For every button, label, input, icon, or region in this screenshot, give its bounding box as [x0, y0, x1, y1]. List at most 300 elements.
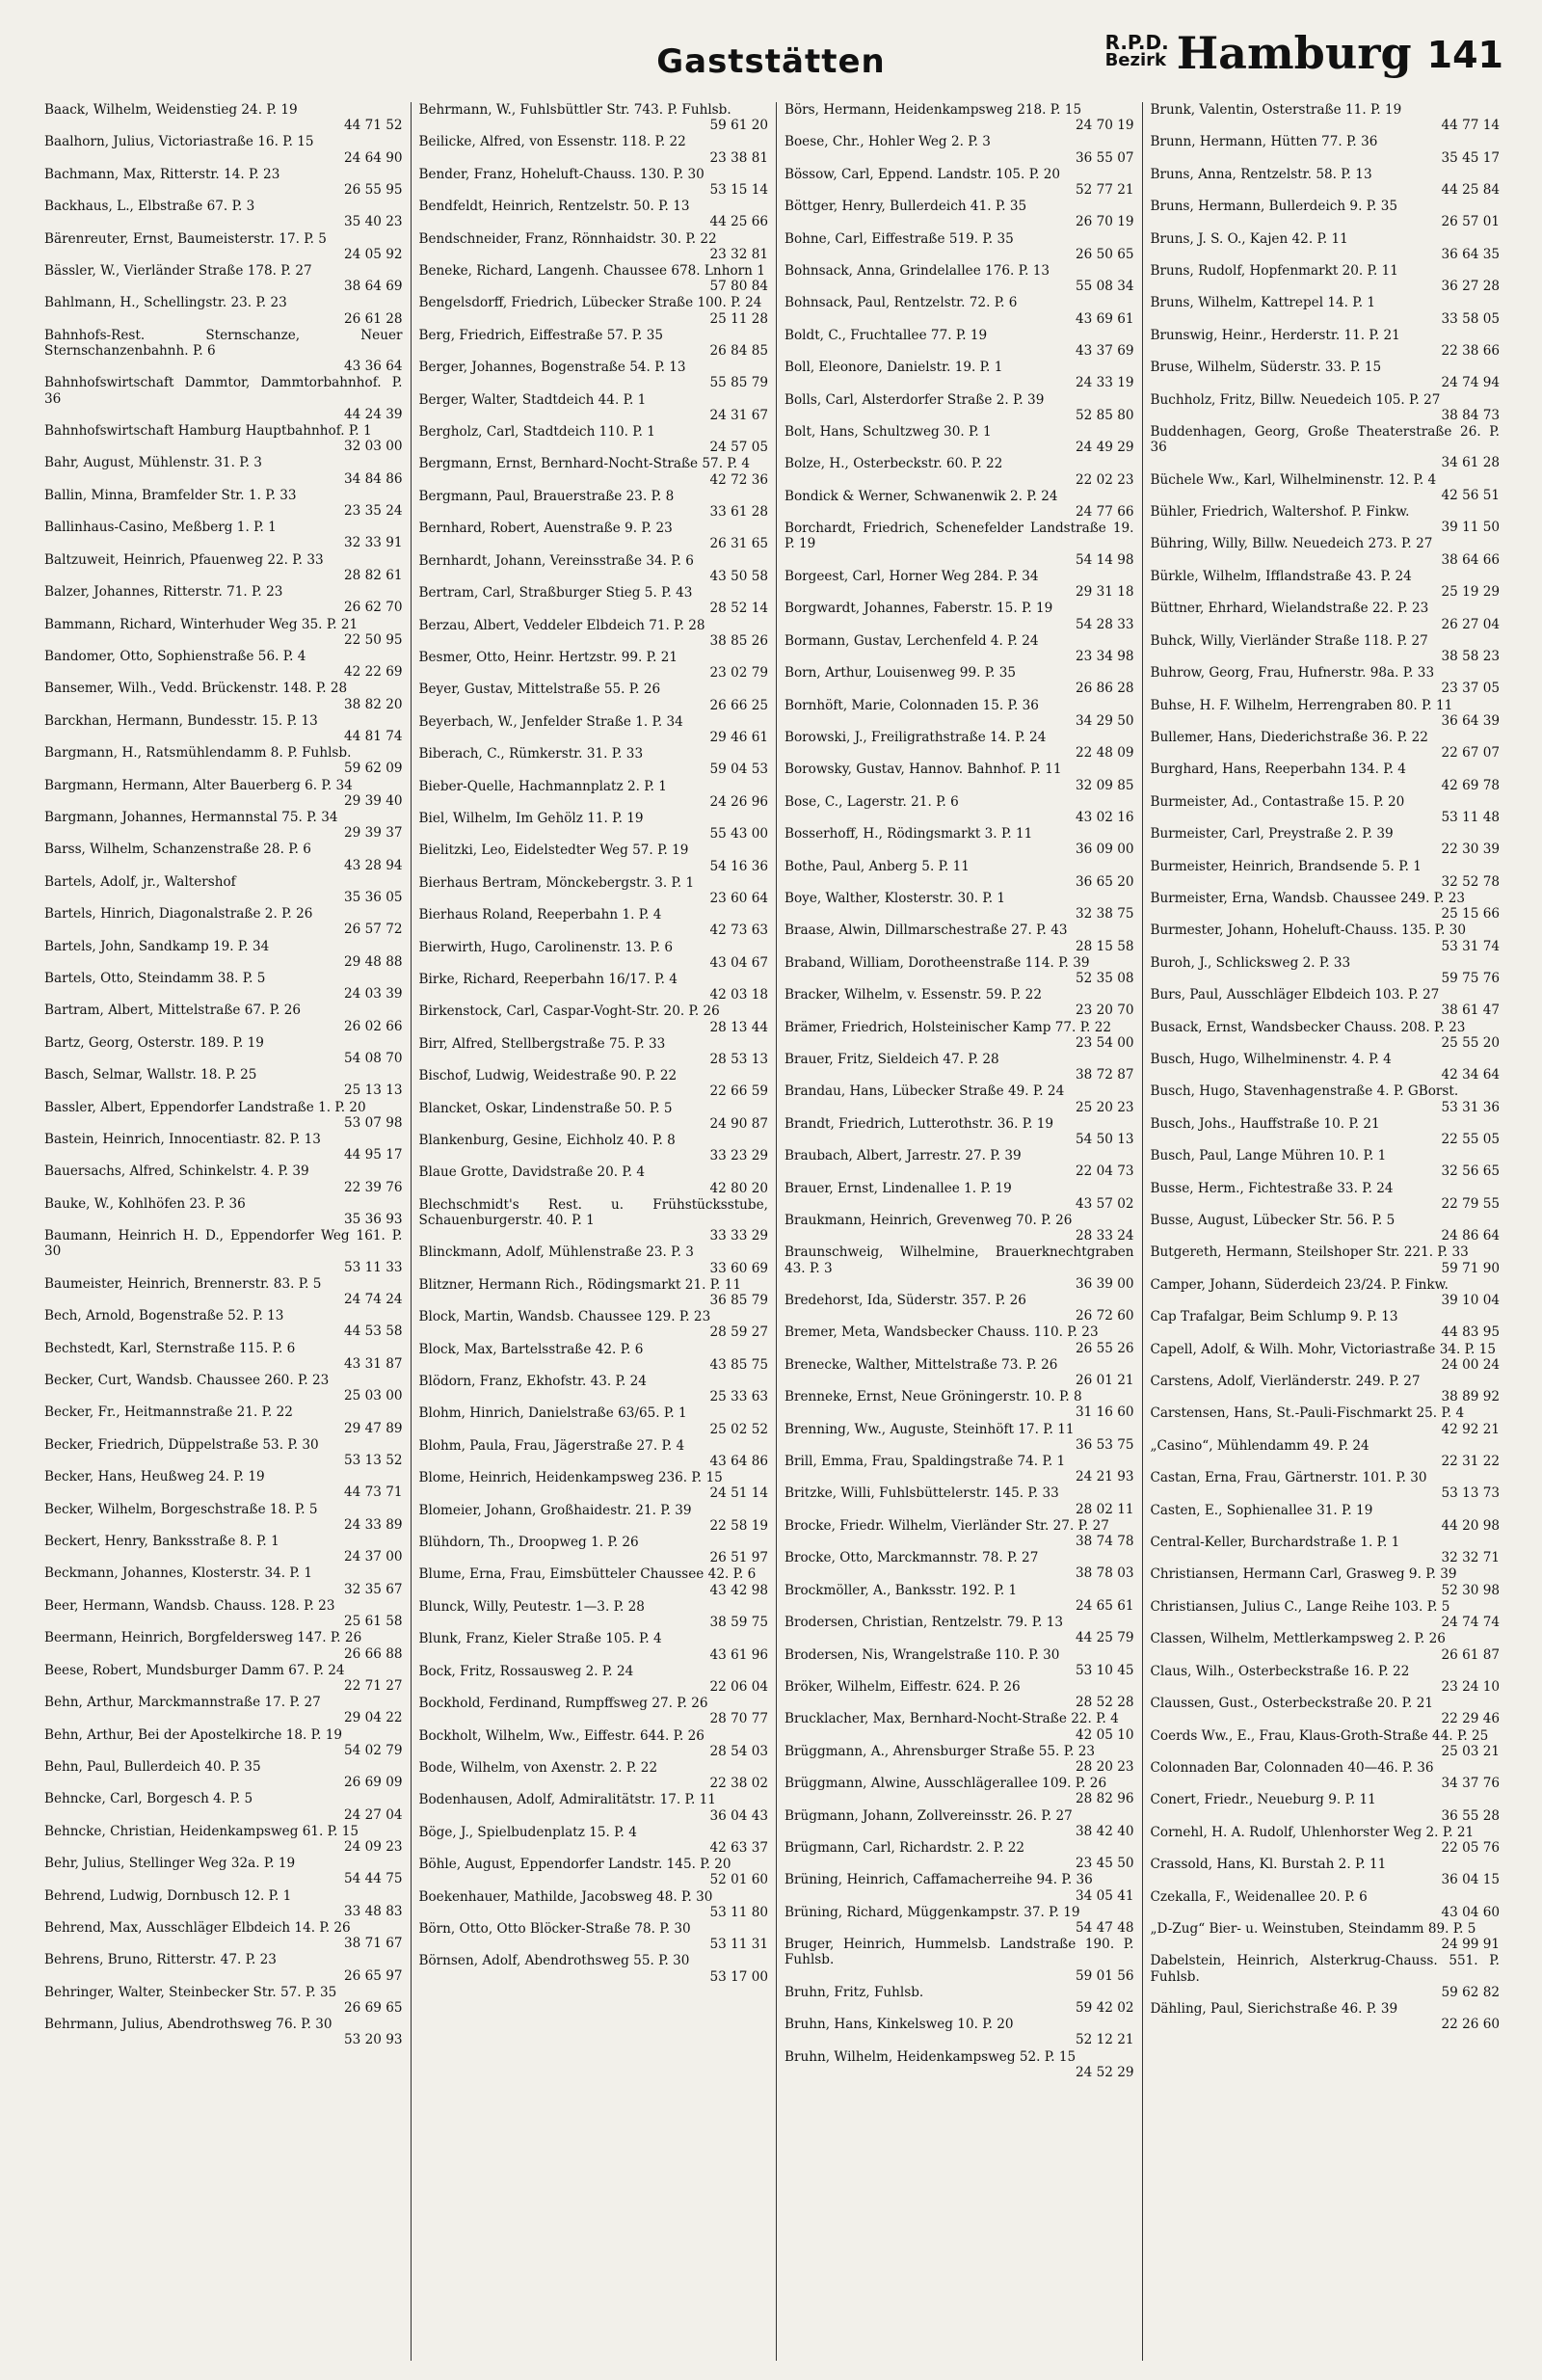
entry-text: Brüggmann, A., Ahrensburger Straße 55. P. 23 [784, 1743, 1096, 1759]
listing-entry [44, 939, 403, 970]
listing-entry [44, 455, 403, 486]
entry-text: Buddenhagen, Georg, Große Theaterstraße 26. P. 36 [1150, 424, 1500, 456]
entry-text: Carstens, Adolf, Vierländerstr. 249. P. 27 [1150, 1374, 1421, 1390]
entry-phone: 24 21 93 [1075, 1469, 1134, 1485]
entry-text: Bahnhofswirtschaft Hamburg Hauptbahnhof. P. 1 [44, 423, 372, 440]
entry-text: Boldt, C., Fruchtallee 77. P. 19 [784, 327, 988, 343]
entry-phone: 38 64 69 [343, 279, 403, 295]
listing-entry [419, 779, 769, 810]
entry-phone: 38 64 66 [1441, 551, 1500, 568]
entry-text: Bachmann, Max, Ritterstr. 14. P. 23 [44, 166, 280, 182]
listing-entry [44, 1163, 403, 1194]
entry-text: Bergholz, Carl, Stadtdeich 110. P. 1 [418, 424, 655, 441]
entry-phone: 44 53 58 [343, 1324, 403, 1340]
listing-entry [1151, 1953, 1501, 2000]
entry-phone: 29 46 61 [709, 729, 768, 745]
listing-entry [44, 552, 403, 583]
entry-text: Büchele Ww., Karl, Wilhelminenstr. 12. P. 4 [1150, 471, 1437, 488]
entry-text: Boese, Chr., Hohler Weg 2. P. 3 [784, 134, 991, 150]
entry-phone: 59 04 53 [709, 762, 768, 778]
entry-text: Block, Martin, Wandsb. Chaussee 129. P. 23 [418, 1309, 711, 1325]
entry-phone: 55 85 79 [709, 375, 768, 391]
entry-text: Bolze, H., Osterbeckstr. 60. P. 22 [784, 456, 1003, 472]
entry-text: Bosserhoff, H., Rödingsmarkt 3. P. 11 [784, 826, 1033, 842]
entry-text: Becker, Hans, Heußweg 24. P. 19 [44, 1469, 265, 1485]
entry-text: Blohm, Hinrich, Danielstraße 63/65. P. 1 [418, 1405, 687, 1422]
listing-entry [784, 826, 1134, 857]
entry-phone: 26 01 21 [1075, 1373, 1134, 1389]
listing-entry [784, 923, 1134, 953]
entry-text: Büttner, Ehrhard, Wielandstraße 22. P. 23 [1150, 601, 1429, 617]
listing-entry [784, 1244, 1134, 1292]
listing-entry [44, 1100, 403, 1131]
listing-entry [419, 714, 769, 745]
listing-entry [784, 392, 1134, 423]
entry-text: Boekenhauer, Mathilde, Jacobsweg 48. P. 30 [418, 1888, 713, 1905]
entry-phone: 24 86 64 [1441, 1228, 1500, 1244]
entry-phone: 24 37 00 [343, 1549, 403, 1565]
listing-entry [44, 1373, 403, 1404]
entry-text: Beese, Robert, Mundsburger Damm 67. P. 24 [44, 1662, 345, 1678]
entry-phone: 36 04 43 [709, 1807, 768, 1824]
entry-phone: 53 11 31 [709, 1937, 768, 1953]
entry-phone: 53 10 45 [1075, 1662, 1134, 1678]
entry-text: Barss, Wilhelm, Schanzenstraße 28. P. 6 [44, 842, 311, 858]
entry-phone: 26 57 72 [343, 922, 403, 938]
entry-phone: 22 06 04 [709, 1678, 768, 1695]
entry-phone: 22 04 73 [1075, 1163, 1134, 1180]
listing-entry [44, 1035, 403, 1066]
entry-text: Brodersen, Nis, Wrangelstraße 110. P. 30 [784, 1646, 1060, 1663]
entry-phone: 25 13 13 [343, 1083, 403, 1099]
entry-phone: 43 28 94 [343, 857, 403, 873]
entry-text: Birr, Alfred, Stellbergstraße 75. P. 33 [418, 1035, 666, 1052]
entry-text: Behr, Julius, Stellinger Weg 32a. P. 19 [44, 1856, 296, 1872]
entry-phone: 28 59 27 [709, 1324, 768, 1341]
entry-text: Bässler, W., Vierländer Straße 178. P. 27 [44, 263, 312, 280]
entry-text: Christiansen, Hermann Carl, Grasweg 9. P. 39 [1150, 1566, 1457, 1583]
listing-entry [419, 1921, 769, 1952]
listing-entry [44, 1663, 403, 1694]
entry-phone: 26 66 88 [343, 1645, 403, 1662]
entry-phone: 36 64 35 [1441, 246, 1500, 262]
entry-text: Börnsen, Adolf, Abendrothsweg 55. P. 30 [418, 1953, 690, 1969]
entry-phone: 24 49 29 [1075, 440, 1134, 456]
entry-text: Brunswig, Heinr., Herderstr. 11. P. 21 [1150, 327, 1400, 343]
entry-text: Burmeister, Carl, Preystraße 2. P. 39 [1150, 826, 1394, 842]
entry-text: Bischof, Ludwig, Weidestraße 90. P. 22 [418, 1068, 678, 1084]
listing-entry [1151, 1889, 1501, 1920]
listing-entry [419, 972, 769, 1003]
entry-text: Borowski, J., Freiligrathstraße 14. P. 24 [784, 729, 1047, 745]
listing-entry [1151, 1792, 1501, 1823]
entry-text: Dähling, Paul, Sierichstraße 46. P. 39 [1150, 2000, 1398, 2017]
entry-phone: 36 27 28 [1441, 279, 1500, 295]
entry-phone: 38 78 03 [1075, 1565, 1134, 1582]
entry-text: Camper, Johann, Süderdeich 23/24. P. Finkw. [1150, 1276, 1449, 1293]
entry-text: Bruns, Rudolf, Hopfenmarkt 20. P. 11 [1150, 263, 1398, 280]
entry-text: Behrens, Bruno, Ritterstr. 47. P. 23 [44, 1952, 277, 1968]
entry-text: Bahr, August, Mühlenstr. 31. P. 3 [44, 455, 262, 471]
listing-entry [419, 553, 769, 584]
listing-entry [44, 874, 403, 905]
listing-entry [1151, 134, 1501, 165]
entry-phone: 28 82 61 [343, 567, 403, 583]
listing-entry [44, 520, 403, 550]
listing-entry [1151, 199, 1501, 229]
listing-entry [784, 1776, 1134, 1806]
entry-text: Blaue Grotte, Davidstraße 20. P. 4 [418, 1164, 646, 1181]
entry-phone: 53 13 73 [1441, 1485, 1500, 1502]
listing-entry [1151, 231, 1501, 262]
listing-entry [44, 1952, 403, 1983]
entry-phone: 22 39 76 [343, 1179, 403, 1195]
entry-text: Behncke, Christian, Heidenkampsweg 61. P. 15 [44, 1823, 359, 1839]
listing-entry [44, 263, 403, 294]
listing-entry [44, 971, 403, 1002]
entry-text: Blödorn, Franz, Ekhofstr. 43. P. 24 [418, 1374, 647, 1390]
entry-phone: 24 27 04 [343, 1806, 403, 1823]
entry-phone: 54 14 98 [1075, 551, 1134, 568]
listing-entry [784, 1744, 1134, 1775]
entry-text: Ballin, Minna, Bramfelder Str. 1. P. 33 [44, 487, 297, 503]
listing-entry [44, 1534, 403, 1564]
entry-phone: 24 64 90 [343, 149, 403, 166]
entry-phone: 25 55 20 [1441, 1034, 1500, 1051]
entry-phone: 34 37 76 [1441, 1776, 1500, 1792]
entry-phone: 53 13 52 [343, 1453, 403, 1469]
entry-phone: 38 42 40 [1075, 1823, 1134, 1839]
entry-phone: 33 61 28 [709, 504, 768, 521]
entry-phone: 44 71 52 [343, 118, 403, 134]
entry-text: Bender, Franz, Hoheluft-Chauss. 130. P. 30 [418, 166, 705, 182]
entry-phone: 52 85 80 [1075, 407, 1134, 423]
entry-text: Bargmann, Hermann, Alter Bauerberg 6. P. 34 [44, 777, 353, 793]
listing-entry [419, 167, 769, 198]
entry-phone: 43 37 69 [1075, 343, 1134, 360]
listing-entry [44, 1791, 403, 1822]
listing-entry [1151, 1599, 1501, 1630]
entry-phone: 24 52 29 [1075, 2064, 1134, 2080]
listing-entry [1151, 826, 1501, 857]
listing-entry [1151, 1566, 1501, 1597]
entry-text: Backhaus, L., Elbstraße 67. P. 3 [44, 199, 255, 215]
entry-text: Brüning, Richard, Müggenkampstr. 37. P. 19 [784, 1904, 1080, 1920]
listing-entry [784, 424, 1134, 455]
entry-phone: 44 25 79 [1075, 1630, 1134, 1646]
entry-phone: 23 45 50 [1075, 1856, 1134, 1872]
listing-entry [419, 424, 769, 455]
entry-text: Birke, Richard, Reeperbahn 16/17. P. 4 [418, 971, 678, 987]
listing-entry [1151, 633, 1501, 664]
entry-text: Bergmann, Paul, Brauerstraße 23. P. 8 [418, 488, 675, 504]
listing-entry [419, 263, 769, 294]
entry-text: Beermann, Heinrich, Borgfeldersweg 147. P. 26 [44, 1630, 362, 1646]
entry-text: Behn, Arthur, Bei der Apostelkirche 18. P. 19 [44, 1726, 343, 1743]
listing-entry [419, 907, 769, 938]
entry-phone: 24 09 23 [343, 1838, 403, 1855]
entry-phone: 29 31 18 [1075, 584, 1134, 601]
listing-entry [419, 295, 769, 326]
entry-text: Blechschmidt's Rest. u. Frühstücksstube, Schauenburgerstr. 40. P. 1 [418, 1196, 768, 1229]
entry-text: Busse, August, Lübecker Str. 56. P. 5 [1150, 1213, 1396, 1229]
entry-text: Brockmöller, A., Banksstr. 192. P. 1 [784, 1582, 1018, 1598]
entry-phone: 28 15 58 [1075, 938, 1134, 954]
entry-text: Bernhardt, Johann, Vereinsstraße 34. P. 6 [418, 552, 694, 569]
entry-phone: 24 33 19 [1075, 375, 1134, 391]
entry-phone: 52 77 21 [1075, 182, 1134, 199]
listing-entry [419, 811, 769, 842]
listing-entry [784, 1181, 1134, 1212]
listing-entry [1151, 472, 1501, 503]
entry-text: Blankenburg, Gesine, Eichholz 40. P. 8 [418, 1133, 676, 1148]
entry-text: Behn, Arthur, Marckmannstraße 17. P. 27 [44, 1695, 321, 1711]
page-number: 141 [1426, 34, 1503, 76]
entry-phone: 22 50 95 [343, 631, 403, 648]
entry-text: Beckert, Henry, Banksstraße 8. P. 1 [44, 1534, 279, 1550]
entry-phone: 22 38 02 [709, 1776, 768, 1792]
entry-text: Borchardt, Friedrich, Schenefelder Landstraße 19. P. 19 [784, 521, 1134, 552]
entry-phone: 42 63 37 [709, 1839, 768, 1856]
entry-phone: 59 01 56 [1075, 1967, 1134, 1984]
listing-entry [419, 1535, 769, 1565]
listing-entry [784, 1985, 1134, 2016]
entry-text: Bielitzki, Leo, Eidelstedter Weg 57. P. 19 [418, 842, 689, 859]
entry-text: Beer, Hermann, Wandsb. Chauss. 128. P. 23 [44, 1597, 335, 1614]
entry-text: Bierhaus Bertram, Mönckebergstr. 3. P. 1 [418, 874, 695, 891]
entry-phone: 24 65 61 [1075, 1597, 1134, 1614]
entry-phone: 59 75 76 [1441, 970, 1500, 986]
entry-phone: 26 51 97 [709, 1550, 768, 1566]
entry-phone: 43 36 64 [343, 359, 403, 375]
entry-phone: 22 48 09 [1075, 745, 1134, 762]
entry-text: Barckhan, Hermann, Bundesstr. 15. P. 13 [44, 712, 318, 729]
entry-text: Borgeest, Carl, Horner Weg 284. P. 34 [784, 568, 1039, 584]
section-title: Gaststätten [656, 42, 886, 81]
listing-entry [1151, 1535, 1501, 1565]
listing-entry [784, 1389, 1134, 1420]
entry-text: Bolt, Hans, Schultzweg 30. P. 1 [784, 424, 992, 441]
entry-text: Basch, Selmar, Wallstr. 18. P. 25 [44, 1067, 257, 1083]
entry-phone: 25 11 28 [709, 310, 768, 327]
entry-text: Berzau, Albert, Veddeler Elbdeich 71. P. 28 [418, 617, 705, 633]
entry-text: Borowsky, Gustav, Hannov. Bahnhof. P. 11 [784, 762, 1062, 778]
entry-phone: 44 25 84 [1441, 182, 1500, 199]
listing-entry [419, 1953, 769, 1984]
entry-phone: 38 71 67 [343, 1936, 403, 1952]
entry-phone: 26 61 28 [343, 310, 403, 327]
entry-text: Bahnhofswirtschaft Dammtor, Dammtorbahnhof. P. 36 [44, 375, 403, 407]
entry-text: Bendfeldt, Heinrich, Rentzelstr. 50. P. 13 [418, 199, 690, 215]
entry-text: Burmeister, Heinrich, Brandsende 5. P. 1 [1150, 858, 1422, 874]
entry-text: Bröker, Wilhelm, Eiffestr. 624. P. 26 [784, 1678, 1021, 1695]
entry-phone: 23 35 24 [343, 503, 403, 520]
listing-entry [1151, 102, 1501, 133]
listing-entry [1151, 1116, 1501, 1147]
entry-phone: 35 36 93 [343, 1212, 403, 1228]
entry-phone: 53 20 93 [343, 2032, 403, 2048]
entry-text: Baalhorn, Julius, Victoriastraße 16. P. 15 [44, 134, 314, 150]
entry-phone: 22 30 39 [1441, 842, 1500, 858]
entry-text: Baumeister, Heinrich, Brennerstr. 83. P. 5 [44, 1275, 322, 1292]
entry-phone: 28 82 96 [1075, 1791, 1134, 1807]
entry-text: Bierhaus Roland, Reeperbahn 1. P. 4 [418, 907, 662, 923]
listing-entry [1151, 794, 1501, 825]
listing-entry [784, 633, 1134, 664]
entry-text: Bohne, Carl, Eiffestraße 519. P. 35 [784, 230, 1014, 247]
entry-phone: 36 64 39 [1441, 712, 1500, 729]
entry-text: Behrend, Max, Ausschläger Elbdeich 14. P. 26 [44, 1919, 351, 1936]
listing-entry [419, 521, 769, 551]
entry-text: Burmeister, Ad., Contastraße 15. P. 20 [1150, 793, 1405, 810]
listing-entry [1151, 1342, 1501, 1373]
listing-entry [784, 730, 1134, 761]
listing-entry [784, 134, 1134, 165]
entry-phone: 28 02 11 [1075, 1501, 1134, 1517]
listing-entry [1151, 955, 1501, 986]
entry-text: Carstensen, Hans, St.-Pauli-Fischmarkt 25. P. 4 [1150, 1405, 1465, 1422]
listing-entry [44, 1276, 403, 1307]
listing-entry [784, 1324, 1134, 1355]
entry-phone: 36 39 00 [1075, 1275, 1134, 1292]
entry-phone: 42 34 64 [1441, 1067, 1500, 1083]
entry-text: Bock, Fritz, Rossausweg 2. P. 24 [418, 1663, 634, 1679]
listing-entry [1151, 328, 1501, 359]
header-right [1104, 27, 1503, 79]
entry-phone: 26 70 19 [1075, 214, 1134, 230]
listing-entry [784, 2017, 1134, 2047]
entry-text: Bose, C., Lagerstr. 21. P. 6 [784, 793, 959, 810]
entry-text: Baltzuweit, Heinrich, Pfauenweg 22. P. 33 [44, 551, 324, 568]
entry-phone: 22 58 19 [709, 1517, 768, 1534]
entry-text: Behncke, Carl, Borgesch 4. P. 5 [44, 1791, 253, 1807]
listing-entry [44, 295, 403, 326]
entry-text: Bruns, Anna, Rentzelstr. 58. P. 13 [1150, 166, 1372, 182]
listing-entry [784, 1840, 1134, 1871]
listing-entry [1151, 1083, 1501, 1114]
listing-entry [784, 698, 1134, 729]
listing-entry [419, 1309, 769, 1340]
entry-phone: 31 16 60 [1075, 1404, 1134, 1421]
entry-text: Baumann, Heinrich H. D., Eppendorfer Weg 161. P. 30 [44, 1228, 403, 1260]
listing-entry [784, 1937, 1134, 1984]
listing-entry [784, 794, 1134, 825]
entry-text: Brill, Emma, Frau, Spaldingstraße 74. P. 1 [784, 1454, 1066, 1470]
entry-text: Busch, Hugo, Wilhelminenstr. 4. P. 4 [1150, 1051, 1392, 1067]
entry-phone: 34 84 86 [343, 470, 403, 487]
entry-text: Bartram, Albert, Mittelstraße 67. P. 26 [44, 1003, 302, 1019]
entry-phone: 24 77 66 [1075, 504, 1134, 521]
entry-phone: 39 11 50 [1441, 520, 1500, 536]
entry-phone: 26 69 65 [343, 1999, 403, 2016]
entry-phone: 26 55 95 [343, 182, 403, 199]
entry-text: Burmeister, Erna, Wandsb. Chaussee 249. P. 23 [1150, 890, 1466, 906]
listing-entry [1151, 601, 1501, 631]
entry-phone: 59 42 02 [1075, 1999, 1134, 2016]
listing-entry [1151, 987, 1501, 1018]
listing-entry [784, 1647, 1134, 1678]
entry-text: Behrmann, Julius, Abendrothsweg 76. P. 30 [44, 2017, 332, 2033]
listing-entry [419, 1244, 769, 1275]
listing-entry [784, 1454, 1134, 1484]
listing-entry [1151, 1825, 1501, 1856]
listing-entry [1151, 665, 1501, 696]
entry-text: Boye, Walther, Klosterstr. 30. P. 1 [784, 890, 1006, 906]
listing-entry [44, 1695, 403, 1725]
entry-text: Birkenstock, Carl, Caspar-Voght-Str. 20. P. 26 [418, 1003, 720, 1020]
entry-phone: 44 95 17 [343, 1147, 403, 1163]
entry-phone: 38 58 23 [1441, 648, 1500, 664]
entry-text: Beckmann, Johannes, Klosterstr. 34. P. 1 [44, 1565, 313, 1582]
entry-text: Bruns, J. S. O., Kajen 42. P. 11 [1150, 230, 1348, 247]
listing-entry [1151, 1760, 1501, 1791]
listing-entry [419, 682, 769, 712]
listing-entry [44, 134, 403, 165]
entry-phone: 55 43 00 [709, 826, 768, 842]
listing-entry [44, 328, 403, 375]
entry-text: Busch, Hugo, Stavenhagenstraße 4. P. GBorst. [1150, 1083, 1459, 1100]
listing-entry [419, 1405, 769, 1436]
listing-entry [419, 618, 769, 649]
entry-text: Bendschneider, Franz, Rönnhaidstr. 30. P. 22 [418, 230, 717, 247]
listing-entry [419, 746, 769, 777]
entry-text: Bauersachs, Alfred, Schinkelstr. 4. P. 39 [44, 1163, 309, 1180]
entry-text: Berger, Walter, Stadtdeich 44. P. 1 [418, 391, 647, 408]
entry-text: Brandau, Hans, Lübecker Straße 49. P. 24 [784, 1083, 1065, 1100]
entry-text: Buhck, Willy, Vierländer Straße 118. P. 27 [1150, 632, 1428, 649]
entry-text: Bühler, Friedrich, Waltershof. P. Finkw. [1150, 504, 1410, 521]
listing-entry [784, 328, 1134, 359]
entry-phone: 53 11 33 [343, 1259, 403, 1275]
entry-text: Cornehl, H. A. Rudolf, Uhlenhorster Weg 2. P. 21 [1150, 1824, 1475, 1840]
entry-text: Bassler, Albert, Eppendorfer Landstraße 1. P. 20 [44, 1099, 366, 1115]
listing-entry [44, 713, 403, 744]
listing-entry [419, 231, 769, 262]
entry-text: Bruger, Heinrich, Hummelsb. Landstraße 190. P. Fuhlsb. [784, 1937, 1134, 1968]
entry-phone: 22 71 27 [343, 1677, 403, 1694]
entry-phone: 44 77 14 [1441, 118, 1500, 134]
entry-text: Bruns, Hermann, Bullerdeich 9. P. 35 [1150, 199, 1398, 215]
entry-phone: 38 59 75 [709, 1615, 768, 1631]
entry-phone: 38 89 92 [1441, 1389, 1500, 1405]
entry-text: Bechstedt, Karl, Sternstraße 115. P. 6 [44, 1340, 296, 1356]
rpd-line2: Bezirk [1104, 50, 1166, 70]
entry-phone: 26 61 87 [1441, 1646, 1500, 1663]
listing-entry [784, 1679, 1134, 1710]
entry-text: Bohnsack, Paul, Rentzelstr. 72. P. 6 [784, 295, 1018, 311]
entry-phone: 32 56 65 [1441, 1163, 1500, 1180]
entry-text: Beyerbach, W., Jenfelder Straße 1. P. 34 [418, 713, 683, 730]
entry-text: Bauke, W., Kohlhöfen 23. P. 36 [44, 1195, 246, 1212]
entry-phone: 22 31 22 [1441, 1454, 1500, 1470]
entry-text: Braukmann, Heinrich, Grevenweg 70. P. 26 [784, 1213, 1073, 1229]
entry-phone: 23 38 81 [709, 149, 768, 166]
listing-entry [1151, 1405, 1501, 1436]
listing-entry [44, 231, 403, 262]
listing-entry [784, 1518, 1134, 1549]
listing-entry [784, 456, 1134, 487]
entry-text: Bockholt, Wilhelm, Ww., Eiffestr. 644. P. 26 [418, 1727, 705, 1744]
entry-phone: 43 02 16 [1075, 809, 1134, 825]
entry-phone: 38 74 78 [1075, 1534, 1134, 1550]
listing-entry [419, 1164, 769, 1195]
listing-entry [419, 940, 769, 971]
entry-phone: 35 40 23 [343, 214, 403, 230]
listing-entry [1151, 1503, 1501, 1534]
entry-phone: 29 04 22 [343, 1710, 403, 1726]
entry-text: Behringer, Walter, Steinbecker Str. 57. P. 35 [44, 1984, 337, 2000]
entry-phone: 52 35 08 [1075, 970, 1134, 986]
